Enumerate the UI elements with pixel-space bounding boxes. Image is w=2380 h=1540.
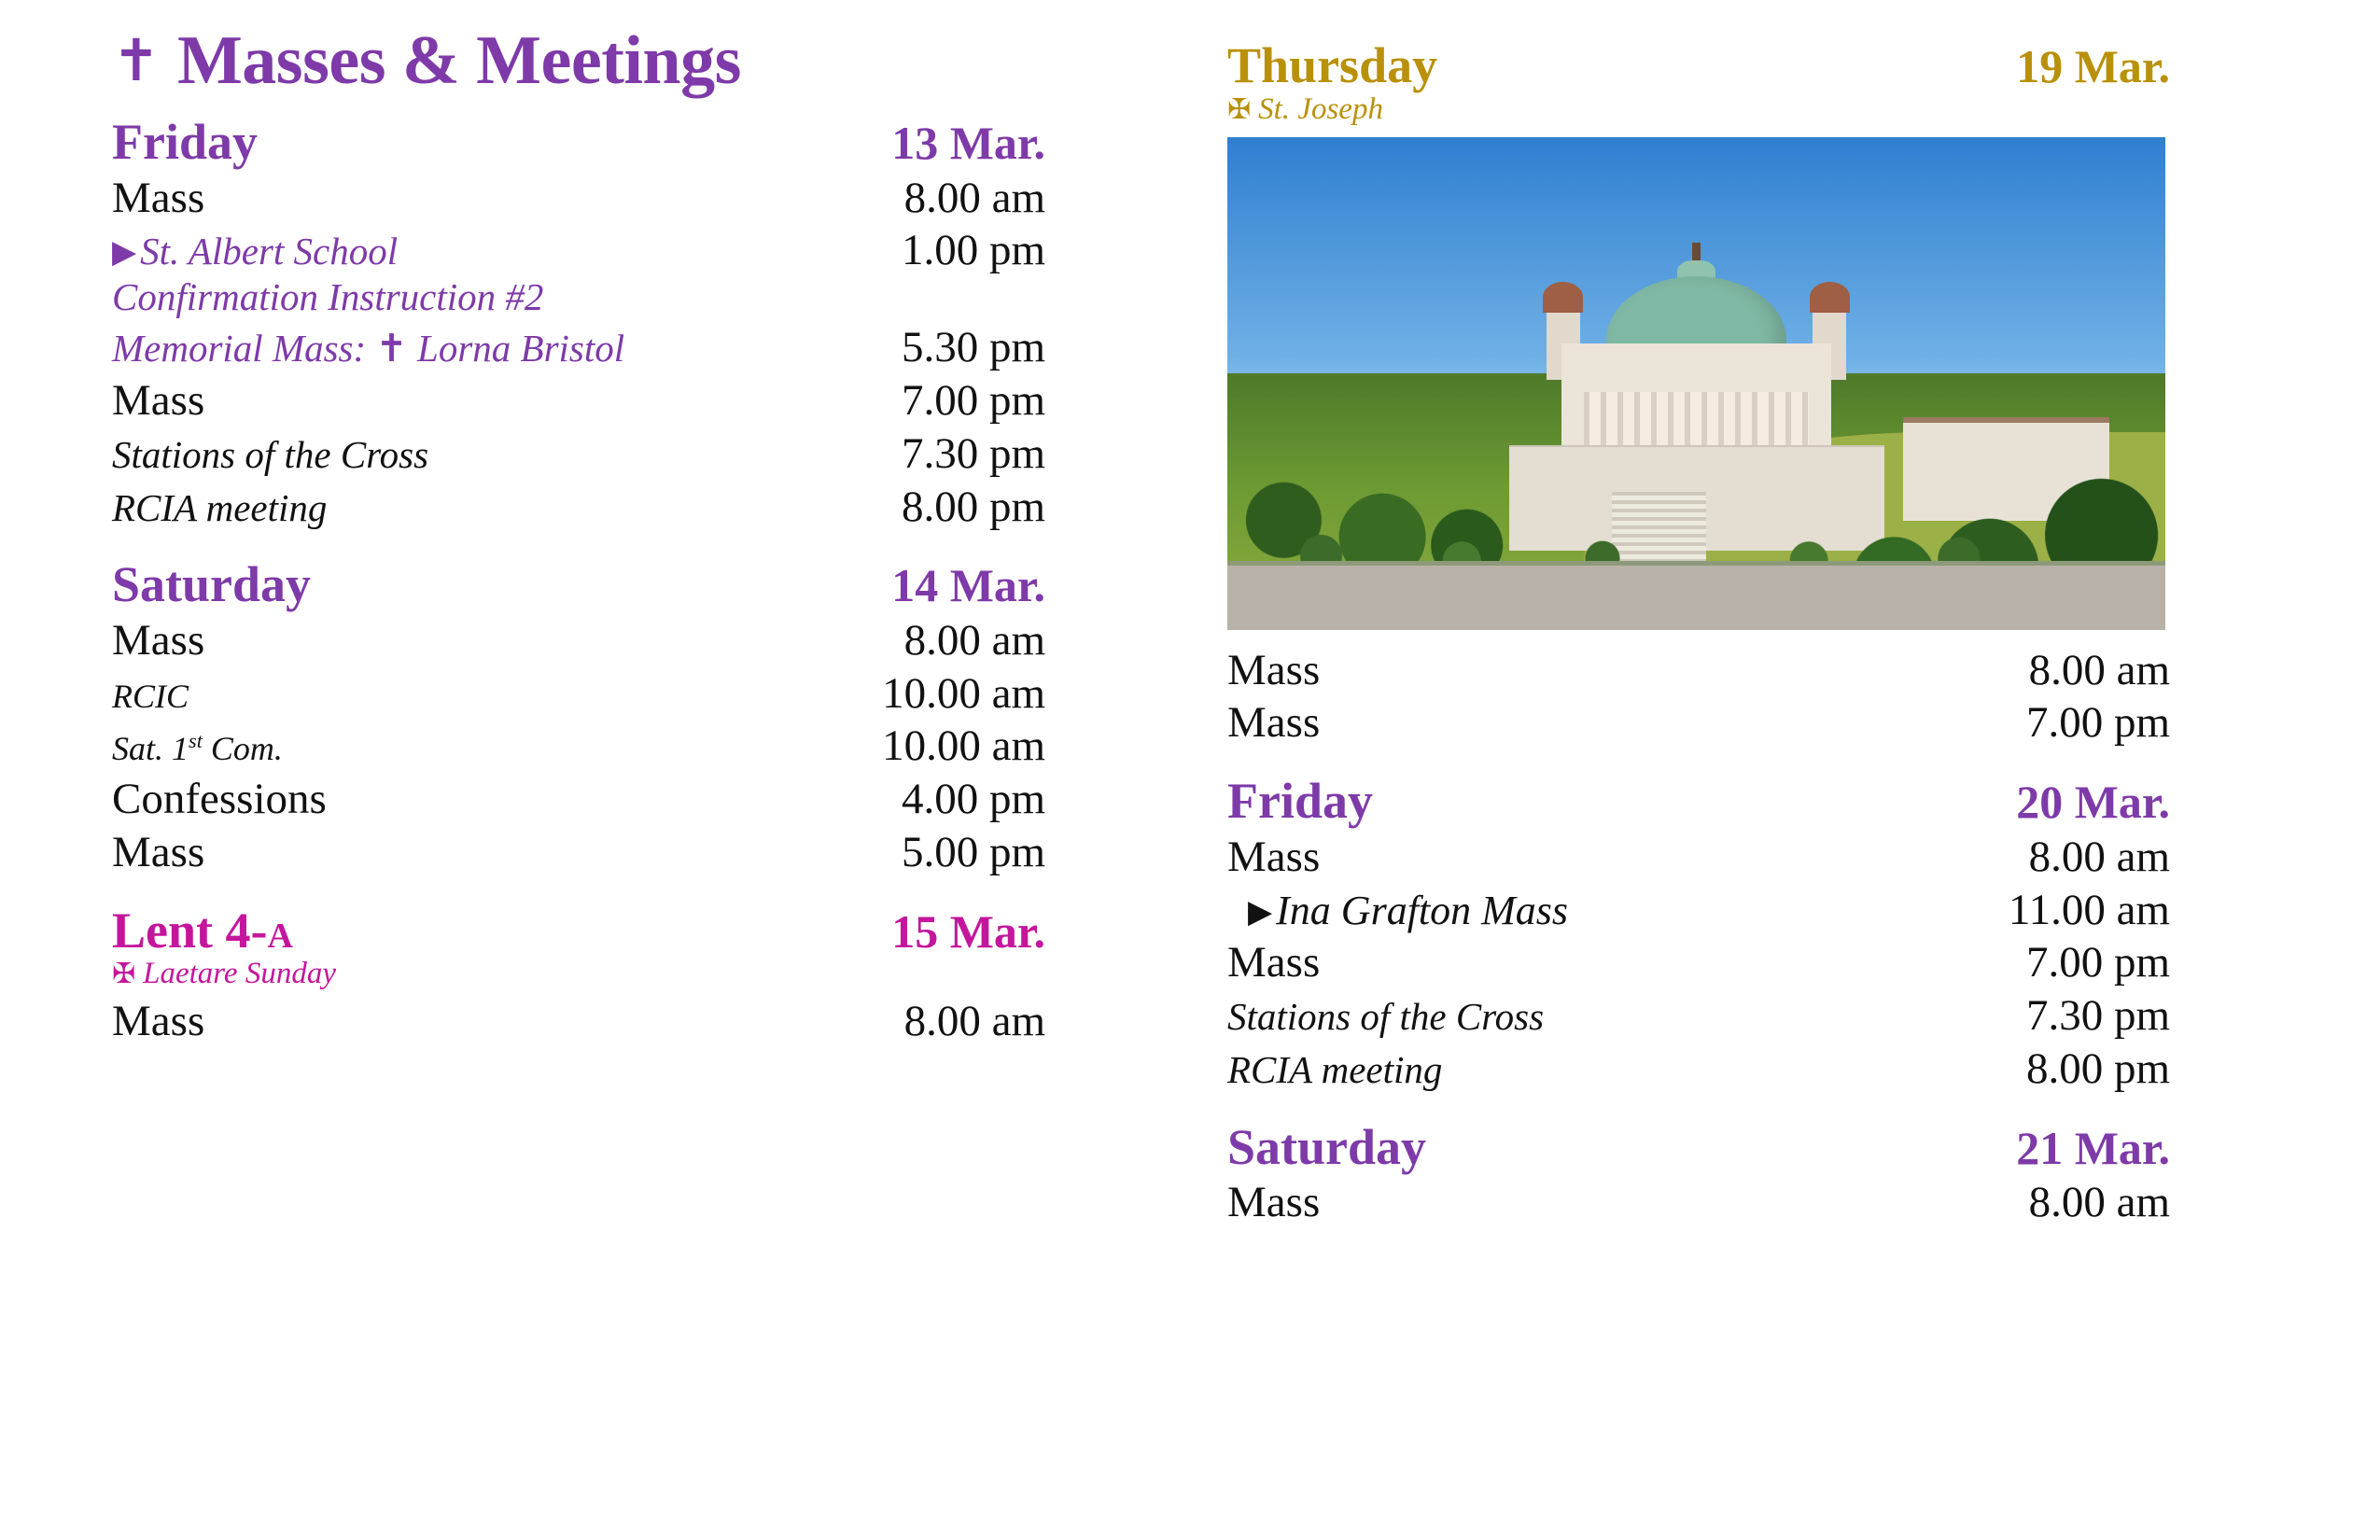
entry-time: 8.00 am [2028,645,2170,694]
day-name: Friday [1227,773,1373,830]
entry-label: St. Albert School [140,230,399,273]
schedule-row [1227,992,2170,1040]
entry-time: 10.00 am [882,721,1045,771]
schedule-row [112,227,1045,318]
entry-label: RCIA meeting [112,485,328,529]
maltese-cross-icon: ✠ [112,958,136,991]
schedule-row [1227,1045,2170,1093]
schedule-row [112,175,1045,222]
day-date: 15 Mar. [891,904,1045,958]
entry-label: Stations of the Cross [112,432,429,476]
schedule-row [112,377,1045,425]
schedule-row [1227,887,2170,934]
entry-time: 7.00 pm [2025,938,2170,987]
entry-time: 5.30 pm [901,323,1045,372]
day-header-friday-20 [1227,775,2170,828]
entry-time: 8.00 pm [2025,1043,2170,1093]
left-column [112,0,1045,1051]
schedule-row [112,722,1045,770]
day-date: 20 Mar. [2016,776,2170,829]
entry-label-wrap [1227,889,1583,933]
day-date: 13 Mar. [891,117,1045,169]
entry-time: 5.00 pm [901,827,1045,876]
day-date: 21 Mar. [2016,1121,2170,1174]
schedule-row [112,998,1045,1045]
feast-line [1227,92,2170,128]
entry-time: 8.00 am [903,173,1045,222]
entry-label-wrap [112,231,413,272]
maltese-cross-icon: ✠ [1227,92,1252,126]
schedule-row [1227,1179,2170,1226]
cross-icon: ✝ [112,26,161,94]
schedule-row [112,617,1045,665]
entry-label: Mass [1227,938,1321,987]
entry-label: Mass [112,615,205,665]
entry-label: Mass [1227,645,1321,694]
schedule-row [112,670,1045,718]
schedule-row [1227,939,2170,987]
day-header-thursday-19 [1227,39,2170,92]
entry-time: 8.00 pm [901,482,1045,531]
entry-label: Mass [112,173,205,222]
schedule-row [112,776,1045,823]
triangle-icon: ▶ [1248,892,1273,931]
triangle-icon: ▶ [112,233,137,272]
day-name: Friday [112,114,258,170]
feast-line [112,957,1045,992]
entry-label: Stations of the Cross [1227,995,1545,1039]
entry-time: 8.00 am [903,615,1045,665]
entry-label-continued: Confirmation Instruction #2 [112,275,544,319]
entry-label: Mass [1227,698,1321,748]
entry-time: 8.00 am [903,997,1045,1046]
schedule-row [1227,647,2170,694]
schedule-row [112,324,1045,371]
entry-label: Ina Grafton Mass [1276,887,1569,933]
entry-time: 7.00 pm [901,376,1045,426]
day-date: 14 Mar. [891,559,1045,612]
entry-time: 7.00 pm [2025,698,2170,748]
entry-label: Sat. 1st Com. [112,729,283,768]
oratory-photo [1227,137,2165,630]
right-column [1227,0,2170,1232]
photo-road [1227,566,2165,630]
schedule-row [112,829,1045,876]
entry-time: 1.00 pm [901,226,1045,275]
feast-name: St. Joseph [1258,91,1383,126]
page-title [112,22,1045,99]
entry-label: RCIC [112,677,189,715]
entry-label: Mass [112,997,205,1046]
entry-label: RCIA meeting [1227,1047,1443,1091]
day-header-lent4a [112,904,1045,958]
entry-label: Mass [112,827,205,876]
day-name: Thursday [1227,37,1438,93]
schedule-row [112,430,1045,478]
schedule-row [1227,833,2170,881]
entry-time: 11.00 am [2008,885,2170,934]
day-name: Saturday [1227,1118,1427,1175]
entry-time: 4.00 pm [901,775,1045,824]
schedule-row [112,483,1045,531]
entry-time: 10.00 am [882,668,1045,718]
day-name [112,904,293,958]
entry-time: 7.30 pm [901,428,1045,478]
day-header-friday-13 [112,116,1045,169]
day-date: 19 Mar. [2016,40,2170,92]
day-name-suffix: A [267,916,293,956]
day-header-saturday-14 [112,558,1045,611]
schedule-row [1227,699,2170,747]
day-name: Saturday [112,556,312,613]
entry-time: 8.00 am [2028,1178,2170,1227]
page-title-text: Masses & Meetings [176,22,741,99]
entry-time: 8.00 am [2028,832,2170,881]
entry-label: Confessions [112,775,327,824]
day-header-saturday-21 [1227,1118,2170,1175]
entry-label: Mass [112,376,205,426]
entry-label: Mass [1227,1178,1321,1227]
entry-label: Memorial Mass: ✝ Lorna Bristol [112,326,625,371]
feast-name: Laetare Sunday [143,957,336,991]
entry-label: Mass [1227,832,1321,881]
day-name-main: Lent 4- [112,902,268,959]
entry-time: 7.30 pm [2025,991,2170,1041]
